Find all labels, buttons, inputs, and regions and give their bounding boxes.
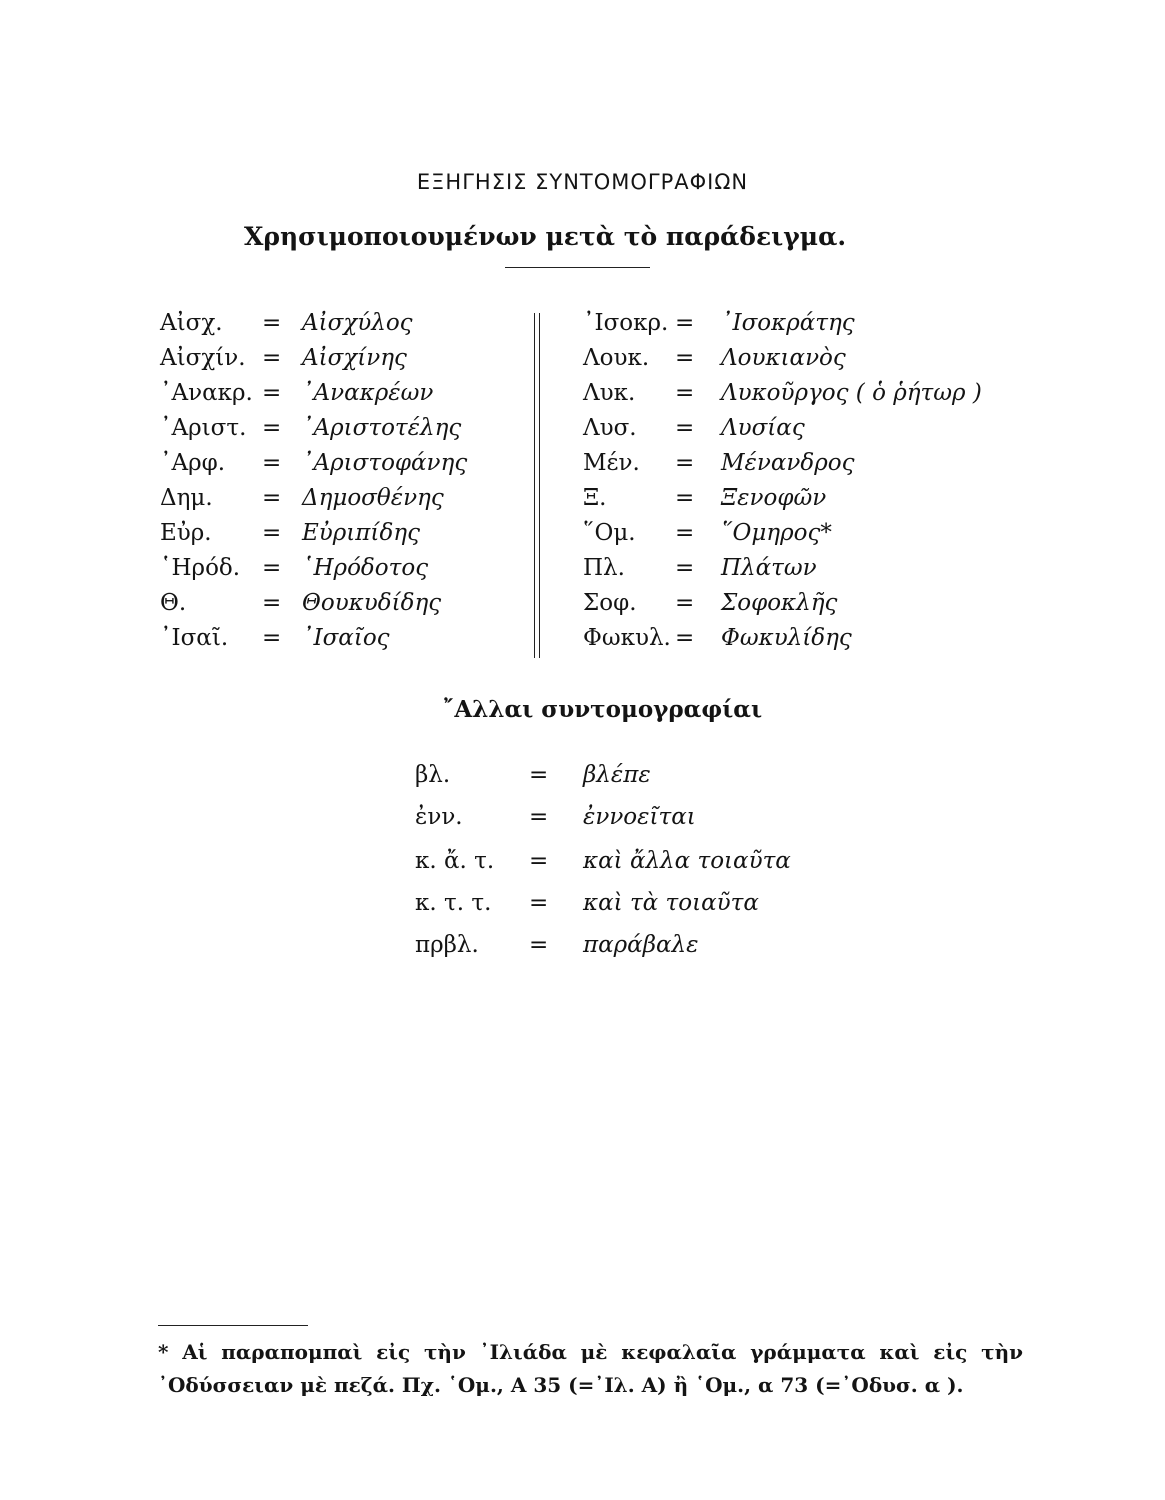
full-name: παράβαλε xyxy=(583,932,699,958)
abbreviation: κ. τ. τ. xyxy=(415,890,492,916)
full-name: Λυκοῦργος ( ὁ ῥήτωρ ) xyxy=(721,380,982,406)
abbreviation: Αἰσχίν. xyxy=(160,345,246,371)
other-abbreviations-title: ῎Αλλαι συντομογραφίαι xyxy=(442,696,763,723)
abbreviation: Λουκ. xyxy=(583,345,650,371)
equals-sign: = xyxy=(529,762,549,788)
footnote-divider xyxy=(158,1325,308,1326)
equals-sign: = xyxy=(675,485,695,511)
abbreviation: ᾿Ανακρ. xyxy=(160,380,253,406)
page-subheading: Χρησιμοποιουμένων μετὰ τὸ παράδειγμα. xyxy=(243,222,847,251)
equals-sign: = xyxy=(262,415,282,441)
full-name: Δημοσθένης xyxy=(302,485,444,511)
equals-sign: = xyxy=(262,310,282,336)
full-name: Μένανδρος xyxy=(721,450,855,476)
abbreviation: Αἰσχ. xyxy=(160,310,223,336)
full-name: Εὐριπίδης xyxy=(302,520,420,546)
full-name: ᾿Ισαῖος xyxy=(302,625,390,651)
abbreviation: ᾿Ισαῖ. xyxy=(160,625,229,651)
abbreviation: Θ. xyxy=(160,590,187,616)
full-name: Σοφοκλῆς xyxy=(721,590,838,616)
abbreviation: ᾿Αρφ. xyxy=(160,450,226,476)
abbreviation: βλ. xyxy=(415,762,451,788)
equals-sign: = xyxy=(262,625,282,651)
abbreviation: ᾿Αριστ. xyxy=(160,415,247,441)
abbreviation: ἐνν. xyxy=(415,804,463,830)
equals-sign: = xyxy=(675,450,695,476)
equals-sign: = xyxy=(675,380,695,406)
equals-sign: = xyxy=(675,415,695,441)
equals-sign: = xyxy=(675,625,695,651)
abbreviation: Λυσ. xyxy=(583,415,637,441)
full-name: Λυσίας xyxy=(721,415,805,441)
equals-sign: = xyxy=(262,345,282,371)
abbreviation: Ξ. xyxy=(583,485,607,511)
abbreviation: κ. ἄ. τ. xyxy=(415,848,495,874)
equals-sign: = xyxy=(675,310,695,336)
page-heading: ΕΞΗΓΗΣΙΣ ΣΥΝΤΟΜΟΓΡΑΦΙΩΝ xyxy=(416,170,749,194)
full-name: Λουκιανὸς xyxy=(721,345,846,371)
equals-sign: = xyxy=(529,890,549,916)
abbreviation: ᾿Ισοκρ. xyxy=(583,310,669,336)
abbreviation: Σοφ. xyxy=(583,590,637,616)
full-name: ἐννοεῖται xyxy=(583,804,696,830)
full-name: ᾿Αριστοτέλης xyxy=(302,415,462,441)
full-name: ῾Ηρόδοτος xyxy=(302,555,429,581)
full-name: ῞Ομηρος* xyxy=(721,520,832,546)
abbreviation: Εὐρ. xyxy=(160,520,212,546)
equals-sign: = xyxy=(675,590,695,616)
equals-sign: = xyxy=(529,932,549,958)
abbreviation: Δημ. xyxy=(160,485,213,511)
equals-sign: = xyxy=(675,520,695,546)
equals-sign: = xyxy=(262,450,282,476)
equals-sign: = xyxy=(262,520,282,546)
full-name: Ξενοφῶν xyxy=(721,485,827,511)
equals-sign: = xyxy=(262,485,282,511)
equals-sign: = xyxy=(262,555,282,581)
full-name: καὶ ἄλλα τοιαῦτα xyxy=(583,848,791,874)
abbreviation: Λυκ. xyxy=(583,380,636,406)
full-name: Αἰσχίνης xyxy=(302,345,407,371)
full-name: Αἰσχύλος xyxy=(302,310,413,336)
abbreviation: ῞Ομ. xyxy=(583,520,636,546)
heading-divider xyxy=(505,267,650,268)
equals-sign: = xyxy=(529,804,549,830)
abbreviation: Φωκυλ. xyxy=(583,625,671,651)
equals-sign: = xyxy=(262,380,282,406)
equals-sign: = xyxy=(262,590,282,616)
full-name: βλέπε xyxy=(583,762,651,788)
full-name: καὶ τὰ τοιαῦτα xyxy=(583,890,759,916)
full-name: ᾿Ανακρέων xyxy=(302,380,434,406)
full-name: Θουκυδίδης xyxy=(302,590,442,616)
equals-sign: = xyxy=(675,345,695,371)
full-name: ᾿Ισοκράτης xyxy=(721,310,855,336)
column-divider xyxy=(534,313,540,658)
abbreviation: Μέν. xyxy=(583,450,640,476)
abbreviation: ῾Ηρόδ. xyxy=(160,555,241,581)
equals-sign: = xyxy=(529,848,549,874)
full-name: Πλάτων xyxy=(721,555,817,581)
full-name: Φωκυλίδης xyxy=(721,625,852,651)
equals-sign: = xyxy=(675,555,695,581)
abbreviation: Πλ. xyxy=(583,555,625,581)
full-name: ᾿Αριστοφάνης xyxy=(302,450,468,476)
footnote: * Αἱ παραπομπαὶ εἰς τὴν ᾿Ιλιάδα μὲ κεφαλαῖα γράμματα καὶ εἰς τὴν ᾿Οδύσσειαν μὲ πεζά. Πχ. ῾Ομ., Α 35 (=᾿Ιλ. Α) ἢ ῾Ομ., α 73 (=᾿Οδυσ. α ). xyxy=(158,1340,1023,1397)
abbreviation: πρβλ. xyxy=(415,932,479,958)
